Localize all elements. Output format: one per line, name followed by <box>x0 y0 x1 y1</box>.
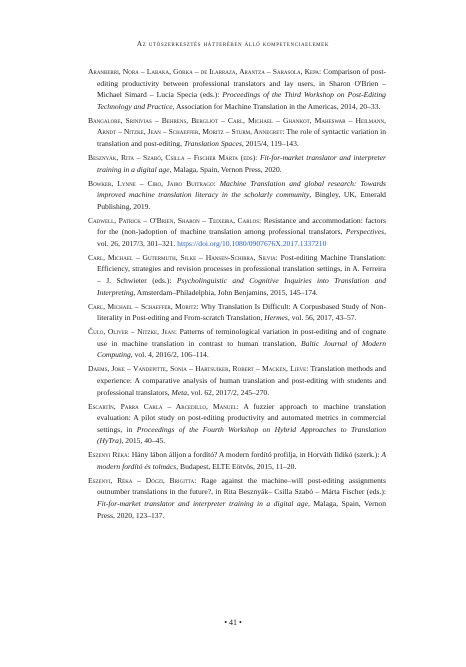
reference-text: , vol. 56, 2017, 43–57. <box>287 313 357 323</box>
reference-text: A fuzzier approach to machine translation evaluation: A pilot study on post-editing productivity and automated metrics in commercial settings, in <box>97 401 386 434</box>
reference-text: , Malaga, Spain, Vernon Press, 2020. <box>169 164 282 174</box>
reference-text: , 2015, 40–45. <box>121 436 166 446</box>
reference-title-italic: Hermes <box>264 313 288 323</box>
reference-entry <box>88 326 386 361</box>
reference-authors: Čulo, Oliver – Nitzke, Jean: <box>88 327 177 337</box>
reference-text: , 2015/4, 119–143. <box>241 138 299 148</box>
reference-title-italic: Translation Spaces <box>183 138 242 148</box>
reference-authors: Escartín, Parra Carla – Arcedillo, Manuel: <box>88 401 239 411</box>
reference-entry <box>88 66 386 112</box>
bibliography-list <box>88 66 386 524</box>
reference-text: The role of syntactic variation in translation and post-editing, <box>97 127 386 148</box>
reference-text: Rage against the machine–will post-editing assignments outnumber translations in the future?, in Rita Besznyák– Csilla Szabó – Márta Fischer (eds.): <box>97 475 386 497</box>
page-number: • 41 • <box>224 618 242 627</box>
reference-text: Hány lábon álljon a fordító? A modern fordító profilja, in Horváth Ildikó (szerk.): <box>131 450 382 460</box>
reference-authors: Carl, Michael – Schaeffer, Moritz: <box>88 301 199 311</box>
reference-text: , Malaga, Spain, Vernon Press, 2020, 123–137. <box>97 499 386 520</box>
reference-title-italic: Meta <box>171 387 188 397</box>
reference-entry <box>88 215 386 250</box>
reference-text: Comparison of post-editing productivity between professional translators and lay users, in Sharon O'Brien – Michael Simard – Lucia Specia (eds.): <box>97 67 387 100</box>
reference-entry <box>88 363 386 398</box>
reference-text: Why Translation Is Difficult: A Corpusbased Study of Non-literality in Post-editing and From-scratch Translation, <box>97 301 387 323</box>
reference-text: , Budapest, ELTE Eötvös, 2015, 11–20. <box>176 461 297 471</box>
reference-entry <box>88 401 386 447</box>
reference-title-italic: Perspectives <box>345 227 385 237</box>
reference-entry <box>88 152 386 175</box>
reference-text: Post-editing Machine Translation: Efficiency, strategies and revision processes in professional translation settings, in A. Ferreira – J. Schwieter (eds.): <box>97 252 387 286</box>
reference-entry <box>88 115 386 150</box>
reference-authors: Carl, Michael – Gutermuth, Silke – Hansen-Schirra, Silvia: <box>88 252 278 262</box>
doi-link[interactable]: https://doi.org/10.1080/0907676X.2017.1337210 <box>177 238 327 248</box>
reference-authors: Eszenyi, Réka – Dóczi, Brigitta: <box>88 475 197 485</box>
reference-entry <box>88 178 386 213</box>
reference-title-italic: Proceedings of the Third Workshop on Post-Editing Technology and Practice <box>97 90 386 111</box>
reference-entry <box>88 252 386 298</box>
reference-title-italic: A modern fordító és tolmács <box>97 450 386 471</box>
reference-authors: Besznyák, Rita – Szabó, Csilla – Fischer Márta (eds): <box>88 152 258 162</box>
reference-text: Translation methods and experience: A comparative analysis of human translation and post-editing with students and professional translators, <box>97 364 387 397</box>
reference-entry <box>88 301 386 324</box>
reference-authors: Bowker, Lynne – Ciro, Jairo Buitrago: <box>88 178 216 188</box>
reference-authors: Eszenyi Réka: <box>88 450 130 460</box>
reference-text: Patterns of terminological variation in post-editing and of cognate use in machine translation in contrast to human translation, <box>97 327 386 348</box>
reference-text: , Association for Machine Translation in the Americas, 2014, 20–33. <box>172 101 381 111</box>
reference-entry <box>88 475 386 521</box>
reference-text: , Bingley, UK, Emerald Publishing, 2019. <box>97 190 386 211</box>
reference-text: , vol. 62, 2017/2, 245–270. <box>187 387 270 397</box>
reference-authors: Bangalore, Srinivias – Behrens, Bergljot – Carl, Michael – Ghankot, Maheswar – Heilmann, Arndt – Nitzke, Jean – Schaeffer, Moritz – Sturm, Annegret: <box>88 115 386 137</box>
reference-title-italic: Psycholinguistic and Cognitive Inquiries into Translation and Interpreting <box>97 276 387 297</box>
reference-title-italic: Baltic Journal of Modern Computing <box>97 338 386 360</box>
reference-text: , Amsterdam–Philadelphia, John Benjamins, 2015, 145–174. <box>133 287 318 297</box>
reference-entry <box>88 449 386 472</box>
reference-text: Resistance and accommodation: factors for the (non-)adoption of machine translation among professional translators, <box>97 215 386 237</box>
reference-text: , vol. 4, 2016/2, 106–114. <box>130 350 209 360</box>
reference-authors: Daems, Joke – Vandepitte, Sonia – Hartsuiker, Robert – Macken, Lieve: <box>88 364 309 374</box>
reference-authors: Aranberri, Nora – Labaka, Gorka – de Ilarraza, Arantza – Sarasola, Kepa: <box>88 67 322 76</box>
reference-title-italic: Fit-for-market translator and interpreter training in a digital age <box>97 499 308 509</box>
running-head: Az utószerkesztés hátterében álló kompetenciaelemek <box>136 40 330 48</box>
reference-title-italic: Machine Translation and global research: Towards improved machine translation literacy in the scholarly community <box>97 178 386 200</box>
reference-authors: Cadwell, Patrick – O'Brien, Sharon – Teixeira, Carlos: <box>88 215 262 225</box>
reference-title-italic: Proceedings of the Fourth Workshop on Hybrid Approaches to Translation (HyTra) <box>97 424 386 446</box>
reference-text: , vol. 26, 2017/3, 301–321. <box>97 227 386 248</box>
reference-title-italic: Fit-for-market translator and interpreter training in a digital age <box>97 152 386 174</box>
